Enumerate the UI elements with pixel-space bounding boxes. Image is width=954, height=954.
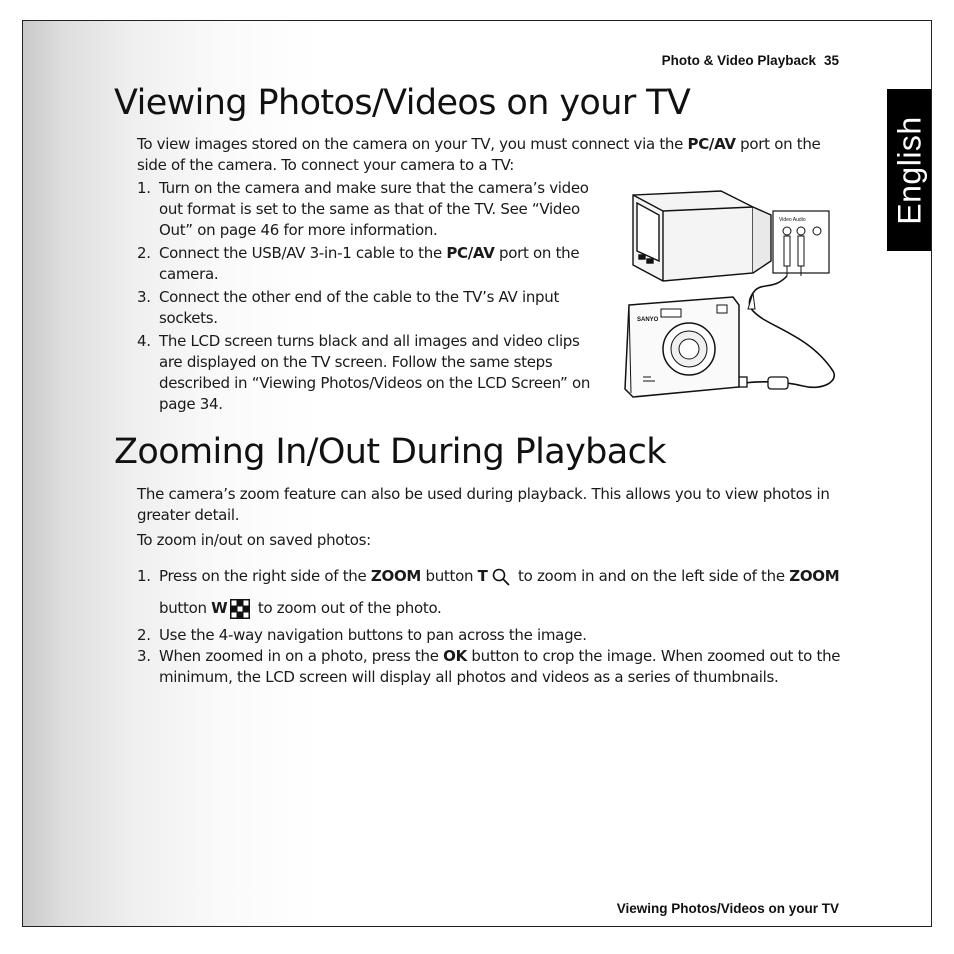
- language-tab: [887, 89, 932, 251]
- running-header: [662, 53, 839, 68]
- page: [22, 20, 932, 927]
- list-item: 2. Use the 4-way navigation buttons to pan across the image.: [137, 626, 587, 644]
- list-item: 2. Connect the USB/AV 3-in-1 cable to the PC/AV port on the camera.: [137, 244, 580, 283]
- list-item: 1. Turn on the camera and make sure that the camera’s video out format is set to the same as that of the TV. See “Video Out” on page 46 for more information.: [137, 179, 589, 239]
- section2-steps: [137, 560, 849, 688]
- list-item: 4. The LCD screen turns black and all images and video clips are displayed on the TV screen. Follow the same steps described in “Viewing Photos/Videos on the LCD Screen” on page 34.: [137, 332, 591, 413]
- av-socket-panel: [773, 211, 829, 276]
- list-item: 1. Press on the right side of the ZOOM button T to zoom in and on the left side of the ZOOM button W to zoom out of the photo.: [137, 567, 840, 617]
- running-footer: Viewing Photos/Videos on your TV: [616, 901, 839, 916]
- section2-intro: The camera’s zoom feature can also be used during playback. This allows you to view photos in greater detail.: [137, 485, 830, 524]
- list-item: 3. When zoomed in on a photo, press the OK button to crop the image. When zoomed out to the minimum, the LCD screen will display all photos and videos as a series of thumbnails.: [137, 647, 841, 686]
- language-label: English: [891, 115, 928, 225]
- section1-steps: [137, 178, 597, 417]
- camera-brand: SANYO: [637, 317, 659, 323]
- section1-title: Viewing Photos/Videos on your TV: [114, 83, 691, 123]
- thumbnail-grid-icon: [230, 599, 250, 619]
- section2-lead: To zoom in/out on saved photos:: [137, 531, 371, 549]
- jack-labels: Video Audio: [779, 217, 806, 223]
- tv-camera-connection-illustration: [603, 181, 843, 401]
- camera-icon: [625, 297, 739, 397]
- section2-title: Zooming In/Out During Playback: [114, 432, 666, 472]
- page-number: 35: [823, 53, 839, 68]
- tv-icon: [633, 191, 771, 281]
- section1-intro: To view images stored on the camera on your TV, you must connect via the PC/AV port on the side of the camera. To connect your camera to a TV:: [137, 135, 821, 174]
- list-item: 3. Connect the other end of the cable to the TV’s AV input sockets.: [137, 288, 560, 327]
- header-section: Photo & Video Playback: [661, 53, 816, 68]
- zoom-in-magnifier-icon: [491, 567, 511, 587]
- av-cable: [743, 276, 834, 387]
